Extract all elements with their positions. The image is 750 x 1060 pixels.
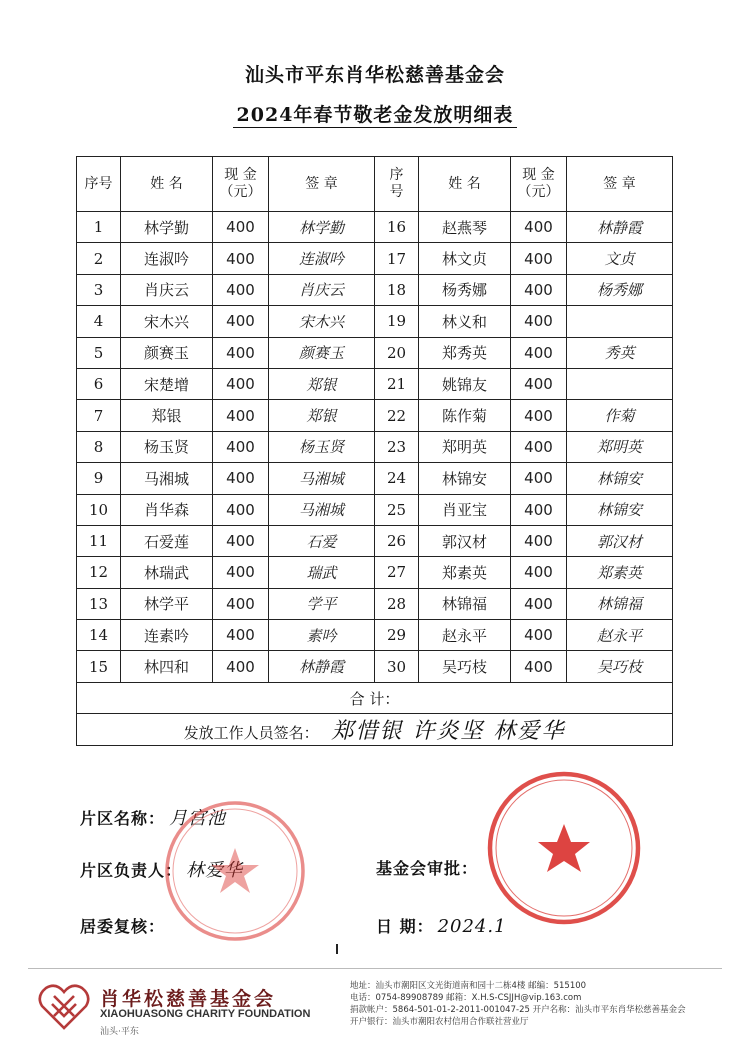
- row-cash: 400: [213, 337, 269, 368]
- row-no: 7: [77, 400, 121, 431]
- row-no: 3: [77, 274, 121, 305]
- row-name: 林文贞: [419, 243, 511, 274]
- row-name: 郭汉材: [419, 525, 511, 556]
- row-no: 29: [375, 620, 419, 651]
- row-cash: 400: [213, 274, 269, 305]
- row-signature: 郑银: [269, 400, 375, 431]
- footer-address: 地址：汕头市潮阳区文光街道南和园十二栋4楼 邮编：515100: [350, 981, 587, 991]
- row-signature: 赵永平: [567, 620, 673, 651]
- row-name: 郑素英: [419, 557, 511, 588]
- district-name-field: 片区名称： 月宫池: [80, 808, 227, 829]
- row-no: 2: [77, 243, 121, 274]
- row-name: 马湘城: [121, 463, 213, 494]
- row-signature: 作菊: [567, 400, 673, 431]
- row-no: 5: [77, 337, 121, 368]
- table-row: [77, 431, 673, 462]
- table-row: [77, 243, 673, 274]
- row-cash: 400: [213, 588, 269, 619]
- staff-row: [77, 714, 673, 746]
- row-no: 13: [77, 588, 121, 619]
- row-signature: 连淑吟: [269, 243, 375, 274]
- row-signature: [567, 368, 673, 399]
- row-signature: 林锦福: [567, 588, 673, 619]
- document-title: 汕头市平东肖华松慈善基金会: [244, 64, 505, 86]
- table-row: [77, 306, 673, 337]
- row-name: 连淑吟: [121, 243, 213, 274]
- row-cash: 400: [511, 557, 567, 588]
- row-name: 郑银: [121, 400, 213, 431]
- row-signature: 宋木兴: [269, 306, 375, 337]
- row-name: 林学勤: [121, 212, 213, 243]
- staff-label: 发放工作人员签名：: [183, 724, 319, 743]
- table-row: [77, 525, 673, 556]
- row-name: 肖庆云: [121, 274, 213, 305]
- row-signature: 杨秀娜: [567, 274, 673, 305]
- row-name: 吴巧枝: [419, 651, 511, 682]
- row-name: 林四和: [121, 651, 213, 682]
- row-name: 宋木兴: [121, 306, 213, 337]
- row-no: 1: [77, 212, 121, 243]
- header-sign-2: 签 章: [567, 157, 673, 212]
- row-cash: 400: [511, 337, 567, 368]
- row-no: 24: [375, 463, 419, 494]
- row-cash: 400: [213, 212, 269, 243]
- row-signature: 林锦安: [567, 494, 673, 525]
- row-no: 18: [375, 274, 419, 305]
- row-name: 赵永平: [419, 620, 511, 651]
- document-subtitle: 2024年春节敬老金发放明细表: [0, 100, 750, 127]
- row-no: 20: [375, 337, 419, 368]
- date-value: 2024.1: [437, 916, 507, 937]
- row-cash: 400: [511, 431, 567, 462]
- row-name: 肖亚宝: [419, 494, 511, 525]
- table-row: [77, 400, 673, 431]
- row-cash: 400: [213, 431, 269, 462]
- row-no: 14: [77, 620, 121, 651]
- row-signature: [567, 306, 673, 337]
- district-head-field: 片区负责人： 林爱华: [80, 860, 244, 881]
- row-signature: 郑素英: [567, 557, 673, 588]
- table-row: [77, 620, 673, 651]
- row-signature: 林静霞: [269, 651, 375, 682]
- row-name: 赵燕琴: [419, 212, 511, 243]
- row-cash: 400: [511, 525, 567, 556]
- row-name: 连素吟: [121, 620, 213, 651]
- pen-mark: [336, 944, 338, 954]
- header-name: 姓 名: [121, 157, 213, 212]
- row-cash: 400: [213, 463, 269, 494]
- footer-phone: 电话：0754-89908789 邮箱：X.H.S-CSJJH@vip.163.com: [350, 993, 582, 1003]
- row-name: 陈作菊: [419, 400, 511, 431]
- row-no: 25: [375, 494, 419, 525]
- row-signature: 瑞武: [269, 557, 375, 588]
- table-row: [77, 337, 673, 368]
- row-signature: 林静霞: [567, 212, 673, 243]
- row-signature: 马湘城: [269, 494, 375, 525]
- row-cash: 400: [511, 368, 567, 399]
- table-row: [77, 212, 673, 243]
- table-row: [77, 463, 673, 494]
- community-stamp-seal: [160, 796, 310, 946]
- row-signature: 马湘城: [269, 463, 375, 494]
- footer-divider: [28, 968, 722, 969]
- row-signature: 颜赛玉: [269, 337, 375, 368]
- row-no: 30: [375, 651, 419, 682]
- row-name: 林瑞武: [121, 557, 213, 588]
- row-no: 4: [77, 306, 121, 337]
- row-signature: 杨玉贤: [269, 431, 375, 462]
- row-name: 郑秀英: [419, 337, 511, 368]
- row-no: 6: [77, 368, 121, 399]
- row-signature: 肖庆云: [269, 274, 375, 305]
- header-sign: 签 章: [269, 157, 375, 212]
- row-cash: 400: [511, 651, 567, 682]
- table-row: [77, 274, 673, 305]
- row-name: 石爱莲: [121, 525, 213, 556]
- review-field: 居委复核：: [80, 917, 166, 936]
- row-no: 27: [375, 557, 419, 588]
- district-head-value: 林爱华: [186, 860, 244, 881]
- footer-bank: 开户银行：汕头市潮阳农村信用合作联社营业厅: [350, 1017, 529, 1027]
- row-cash: 400: [213, 557, 269, 588]
- header-cash: 现 金 （元）: [213, 157, 269, 212]
- row-cash: 400: [213, 651, 269, 682]
- row-cash: 400: [213, 494, 269, 525]
- table-row: [77, 651, 673, 682]
- table-row: [77, 557, 673, 588]
- row-name: 林锦福: [419, 588, 511, 619]
- staff-signatures: 郑惜银 许炎坚 林爱华: [331, 719, 566, 745]
- footer-org-name: 肖华松慈善基金会: [100, 988, 277, 1010]
- footer-contact-info: [350, 980, 686, 1028]
- row-name: 杨秀娜: [419, 274, 511, 305]
- row-cash: 400: [213, 525, 269, 556]
- row-name: 林学平: [121, 588, 213, 619]
- row-signature: 秀英: [567, 337, 673, 368]
- row-no: 16: [375, 212, 419, 243]
- row-no: 15: [77, 651, 121, 682]
- row-name: 林义和: [419, 306, 511, 337]
- row-cash: 400: [511, 306, 567, 337]
- foundation-stamp-seal: [484, 768, 644, 928]
- total-row: [77, 682, 673, 713]
- row-signature: 郑银: [269, 368, 375, 399]
- row-no: 21: [375, 368, 419, 399]
- row-no: 19: [375, 306, 419, 337]
- row-name: 姚锦友: [419, 368, 511, 399]
- footer-account: 捐款帐户：5864-501-01-2-2011-001047-25 开户名称：汕头市平东肖华松慈善基金会: [350, 1005, 686, 1015]
- row-no: 26: [375, 525, 419, 556]
- foundation-logo-icon: [34, 976, 94, 1036]
- row-signature: 石爱: [269, 525, 375, 556]
- row-name: 颜赛玉: [121, 337, 213, 368]
- row-signature: 吴巧枝: [567, 651, 673, 682]
- footer-org-sub: 汕头·平东: [100, 1027, 139, 1037]
- row-cash: 400: [213, 620, 269, 651]
- footer-org-english: XIAOHUASONG CHARITY FOUNDATION: [100, 1008, 311, 1020]
- row-cash: 400: [511, 494, 567, 525]
- row-cash: 400: [213, 306, 269, 337]
- row-signature: 林锦安: [567, 463, 673, 494]
- row-signature: 郑明英: [567, 431, 673, 462]
- row-signature: 学平: [269, 588, 375, 619]
- row-name: 宋楚增: [121, 368, 213, 399]
- row-cash: 400: [511, 400, 567, 431]
- row-signature: 郭汉材: [567, 525, 673, 556]
- row-no: 17: [375, 243, 419, 274]
- row-no: 10: [77, 494, 121, 525]
- row-no: 22: [375, 400, 419, 431]
- row-cash: 400: [511, 212, 567, 243]
- row-no: 12: [77, 557, 121, 588]
- row-name: 郑明英: [419, 431, 511, 462]
- row-cash: 400: [213, 368, 269, 399]
- row-signature: 文贞: [567, 243, 673, 274]
- row-cash: 400: [511, 274, 567, 305]
- header-name-2: 姓 名: [419, 157, 511, 212]
- total-label: 合 计：: [77, 682, 673, 713]
- row-cash: 400: [511, 620, 567, 651]
- table-row: [77, 494, 673, 525]
- table-header-row: [77, 157, 673, 212]
- row-no: 23: [375, 431, 419, 462]
- row-no: 8: [77, 431, 121, 462]
- district-name-value: 月宫池: [169, 808, 227, 829]
- approval-field: 基金会审批：: [376, 859, 479, 878]
- date-field: 日 期： 2024.1: [376, 916, 507, 937]
- distribution-table: [76, 156, 673, 746]
- table-row: [77, 588, 673, 619]
- table-row: [77, 368, 673, 399]
- row-cash: 400: [511, 243, 567, 274]
- row-signature: 林学勤: [269, 212, 375, 243]
- row-name: 杨玉贤: [121, 431, 213, 462]
- row-name: 肖华森: [121, 494, 213, 525]
- header-no-2: 序 号: [375, 157, 419, 212]
- row-no: 11: [77, 525, 121, 556]
- row-no: 9: [77, 463, 121, 494]
- header-no: 序号: [77, 157, 121, 212]
- row-cash: 400: [213, 243, 269, 274]
- row-cash: 400: [511, 463, 567, 494]
- row-cash: 400: [213, 400, 269, 431]
- row-name: 林锦安: [419, 463, 511, 494]
- row-no: 28: [375, 588, 419, 619]
- row-cash: 400: [511, 588, 567, 619]
- header-cash-2: 现 金 （元）: [511, 157, 567, 212]
- row-signature: 素吟: [269, 620, 375, 651]
- staff-signature-cell: [77, 714, 673, 746]
